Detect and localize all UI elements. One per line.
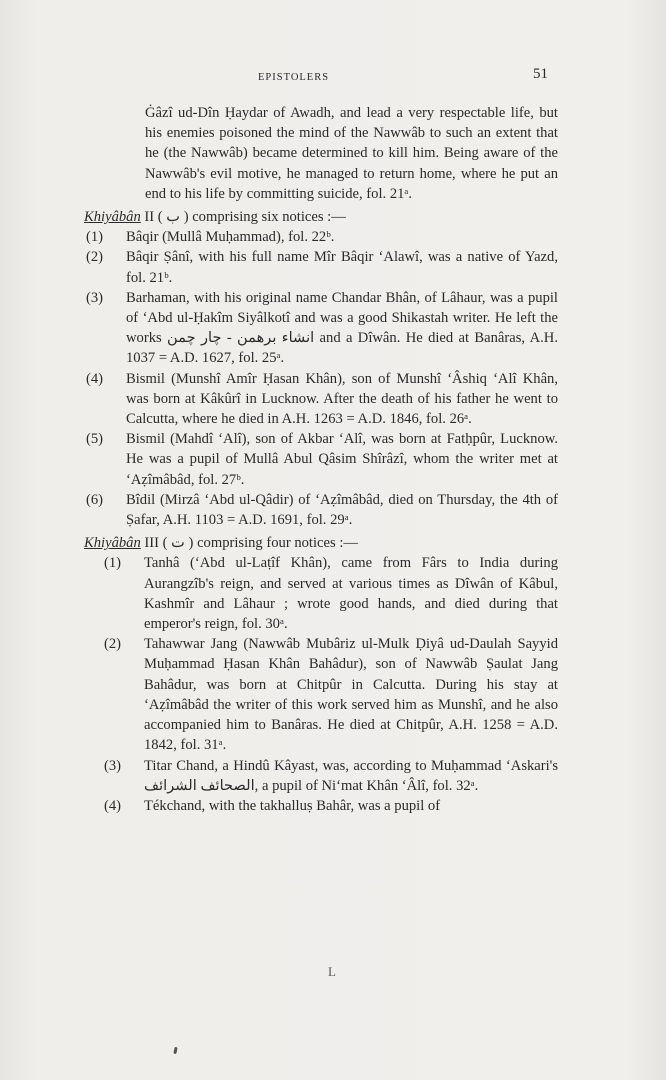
item-text: Barhaman, with his original name Chandar Bhân, of Lâhaur, was a pupil of ʻAbd ul-Ḥakîm Siyâlkotî and was a good Shikastah writer. He left the works انشاء برهمن - چار چمن and a Dîwân. He died at Banâras, A.H. 1037 = A.D. 1627, fol. 25ᵃ. [126,289,558,367]
list-item [86,429,558,490]
item-number: (6) [86,491,104,508]
list-item [104,553,558,634]
page-body [84,103,558,816]
item-number: (3) [104,757,122,774]
list-item [104,756,558,796]
item-number: (2) [86,249,104,266]
item-text: Bâqir (Mullâ Muḥammad), fol. 22ᵇ. [126,229,335,246]
section-khiyaban-3 [84,533,558,816]
item-text: Bismil (Mahdî ʻAlî), son of Akbar ʻAlî, was born at Fatḥpûr, Lucknow. He was a pupil of Mullâ Abul Qâsim Shîrâzî, whom the writer met at ʻAẓîmâbâd, fol. 27ᵇ. [126,431,558,488]
list-item [86,369,558,430]
ink-speck [173,1047,177,1054]
item-number: (3) [86,289,104,306]
item-number: (1) [86,229,104,246]
item-text: Tékchand, with the takhalluṣ Bahâr, was a pupil of [144,797,441,814]
list-item [86,247,558,287]
item-text: Bâqir Ṣânî, with his full name Mîr Bâqir ʻAlawî, was a native of Yazd, fol. 21ᵇ. [126,249,558,286]
item-text: Titar Chand, a Hindû Kâyast, was, according to Muḥammad ʻAskari's الصحائف الشرائف, a pupil of Niʻmat Khân ʻÂlî, fol. 32ᵃ. [144,757,558,794]
item-number: (1) [104,555,122,572]
notice-list [84,553,558,816]
running-head [0,66,666,86]
list-item [104,634,558,755]
item-number: (4) [104,797,122,814]
intro-paragraph: Ġâzî ud-Dîn Ḥaydar of Awadh, and lead a very respectable life, but his enemies poisoned the mind of the Nawwâb to such an extent that he (the Nawwâb) became determined to kill him. Being aware of the Nawwâb's evil motive, he managed to return home, where he put an end to his life by committing suicide, fol. 21ᵃ. [145,105,558,202]
notice-list [84,227,558,530]
list-item [86,288,558,369]
section-heading [84,207,558,227]
signature-mark: L [328,964,336,979]
section-heading-rest: II ( ب ) comprising six notices :— [140,209,346,226]
page-number: 51 [533,66,548,82]
item-text: Tanhâ (ʻAbd ul-Laṭîf Khân), came from Fârs to India during Aurangzîb's reign, and served at various times as Dîwân of Kâbul, Kashmîr and Lâhaur ; wrote good hands, and died during that emperor's reign, fol. 30ᵃ. [144,555,558,633]
item-text: Bismil (Munshî Amîr Ḥasan Khân), son of Munshî ʻÂshiq ʻAlî Khân, was born at Kâkûrî in Lucknow. After the death of his father he went to Calcutta, where he died in A.H. 1263 = A.D. 1846, fol. 26ᵃ. [126,370,558,428]
list-item [86,490,558,530]
list-item [86,227,558,247]
item-text: Bîdil (Mirzâ ʻAbd ul-Qâdir) of ʻAẓîmâbâd, died on Thursday, the 4th of Ṣafar, A.H. 1103 = A.D. 1691, fol. 29ᵃ. [126,491,558,529]
running-title: EPISTOLERS [258,72,330,83]
item-number: (4) [86,370,104,387]
item-text: Tahawwar Jang (Nawwâb Mubâriz ul-Mulk Ḍiyâ ud-Daulah Sayyid Muḥammad Ḥasan Khân Bahâdur), son of Nawwâb Ṣaulat Jang Bahâdur, was born at Chitpûr in Calcutta. During his stay at ʻAẓîmâbâd the writer of this work served him as Munshî, and he also accompanied him to Banâras. He died at Chitpûr, A.H. 1258 = A.D. 1842, fol. 31ᵃ. [144,636,558,754]
section-khiyaban-2 [84,207,558,530]
item-number: (5) [86,431,104,448]
section-name: Khiyâbân [84,535,141,552]
item-number: (2) [104,636,122,653]
list-item [104,796,558,816]
section-heading-rest: III ( ت ) comprising four notices :— [140,535,358,552]
section-name: Khiyâbân [84,209,141,226]
section-heading [84,533,558,553]
